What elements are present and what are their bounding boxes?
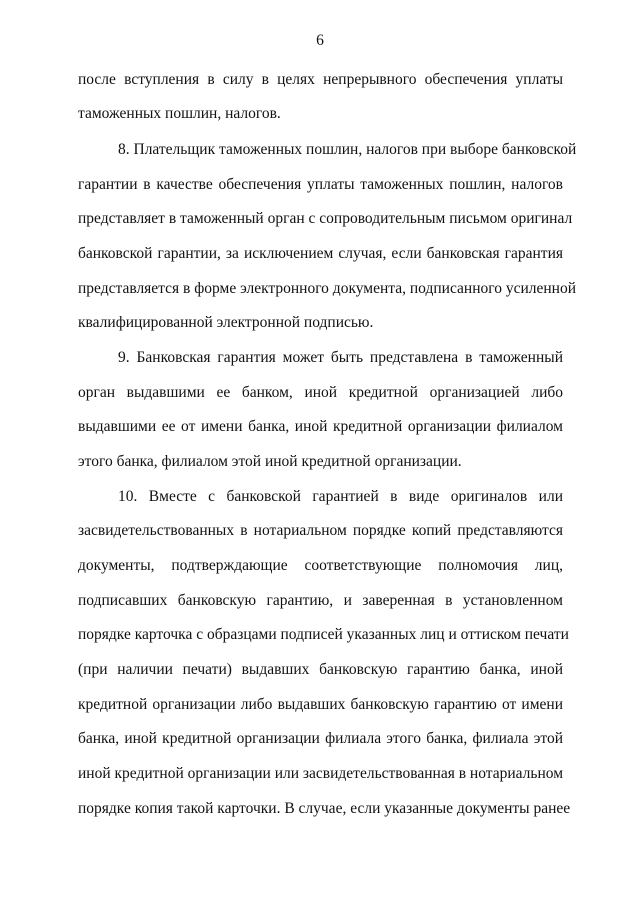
text-line: таможенных пошлин, налогов.: [78, 105, 281, 122]
text-line: квалифицированной электронной подписью.: [78, 314, 374, 331]
text-line: документы, подтверждающие соответствующие полномочия лиц,: [78, 557, 563, 574]
text-line: (при наличии печати) выдавших банковскую гарантию банка, иной: [78, 661, 563, 678]
text-line: банка, иной кредитной организации филиала этого банка, филиала этой: [78, 730, 563, 747]
text-line: гарантии в качестве обеспечения уплаты таможенных пошлин, налогов: [78, 176, 563, 193]
text-line: представляет в таможенный орган с сопроводительным письмом оригинал: [78, 210, 573, 227]
text-line: представляется в форме электронного документа, подписанного усиленной: [78, 280, 577, 297]
text-line: порядке карточка с образцами подписей указанных лиц и оттиском печати: [78, 626, 569, 643]
text-line: подписавших банковскую гарантию, и заверенная в установленном: [78, 592, 563, 609]
text-line: этого банка, филиалом этой иной кредитной организации.: [78, 453, 462, 470]
text-line: 8. Плательщик таможенных пошлин, налогов при выборе банковской: [118, 141, 577, 158]
text-line: выдавшими ее от имени банка, иной кредитной организации филиалом: [78, 418, 563, 435]
text-line: после вступления в силу в целях непрерывного обеспечения уплаты: [78, 71, 563, 88]
text-line: иной кредитной организации или засвидетельствованная в нотариальном: [78, 765, 564, 782]
text-line: засвидетельствованных в нотариальном порядке копий представляются: [78, 522, 563, 539]
text-line: кредитной организации либо выдавших банковскую гарантию от имени: [78, 696, 563, 713]
text-line: 10. Вместе с банковской гарантией в виде оригиналов или: [118, 488, 563, 505]
page-number: 6: [316, 32, 324, 49]
text-line: 9. Банковская гарантия может быть представлена в таможенный: [118, 349, 563, 366]
text-line: банковской гарантии, за исключением случая, если банковская гарантия: [78, 245, 563, 262]
text-line: орган выдавшими ее банком, иной кредитной организацией либо: [78, 384, 563, 401]
text-line: порядке копия такой карточки. В случае, если указанные документы ранее: [78, 800, 571, 817]
